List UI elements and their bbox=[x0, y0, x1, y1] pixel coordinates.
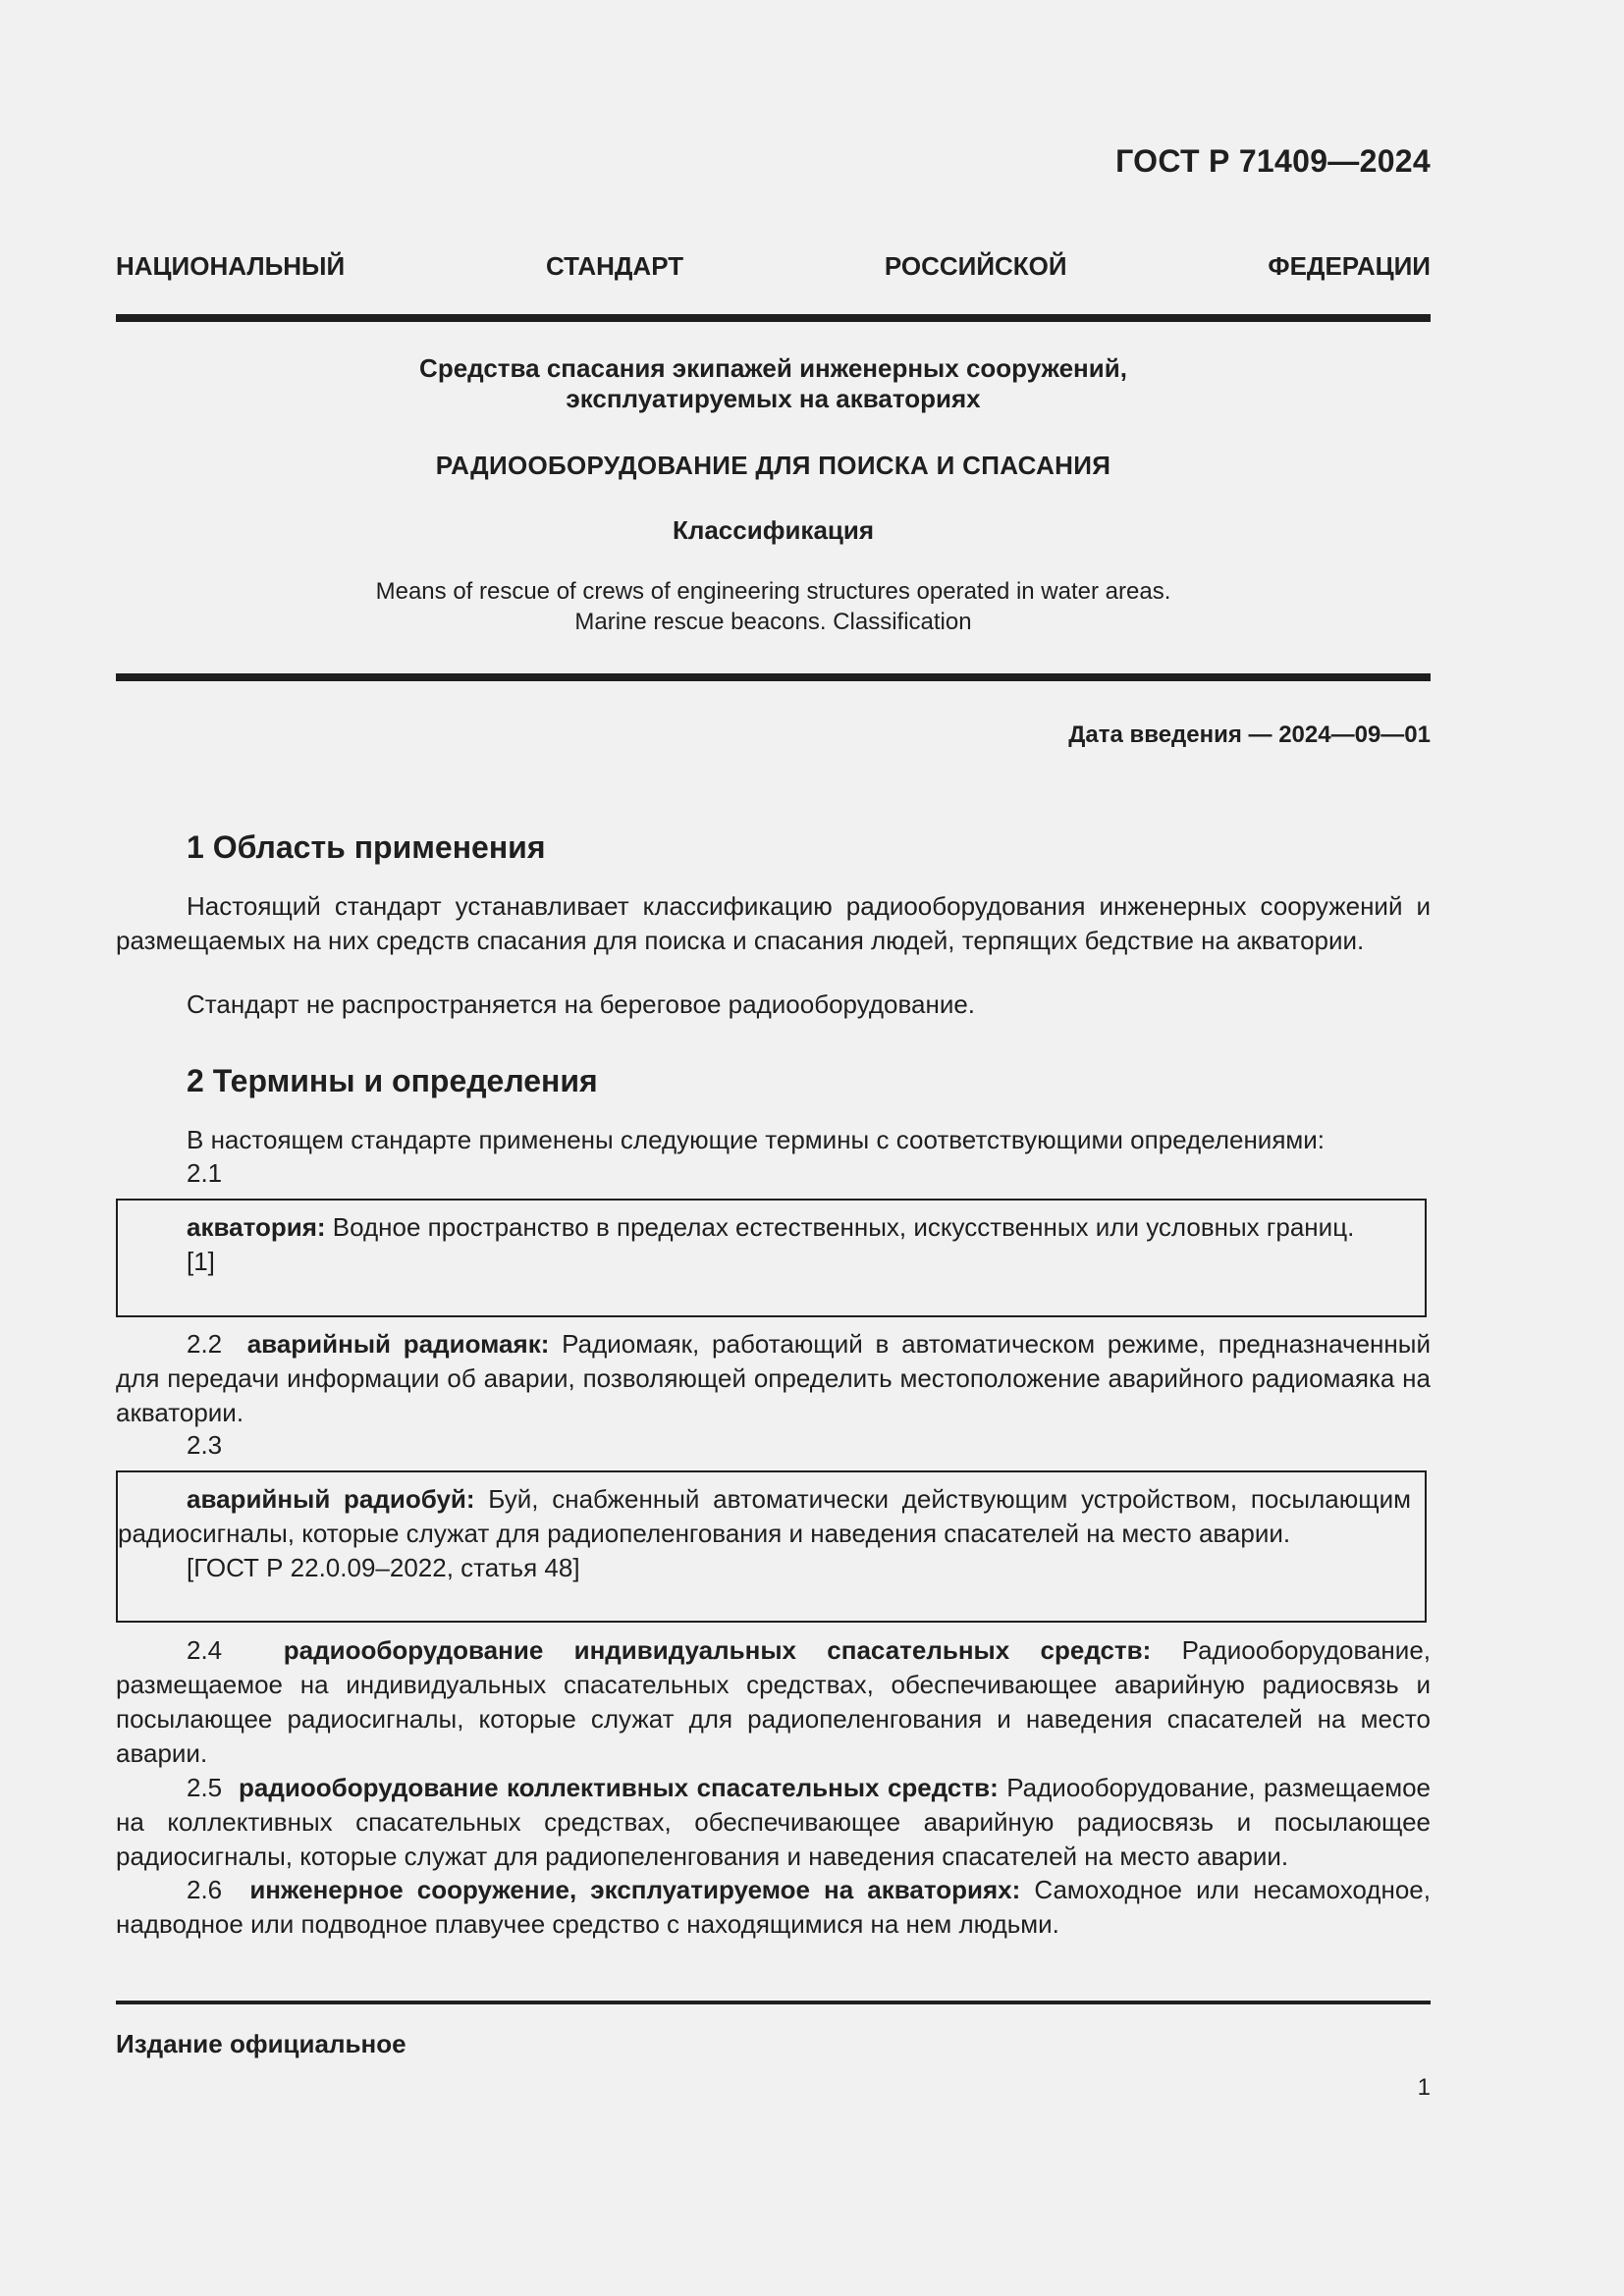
header-rule bbox=[116, 314, 1431, 322]
term-2-1-number: 2.1 bbox=[187, 1158, 223, 1188]
term-2-6-number: 2.6 bbox=[187, 1875, 223, 1904]
term-2-1-box bbox=[116, 1199, 1427, 1317]
section-1-paragraph-1: Настоящий стандарт устанавливает классификацию радиооборудования инженерных сооружений и размещаемых на них средств спасания для поиска и спасания людей, терпящих бедствие на акватории. bbox=[116, 891, 1431, 955]
term-2-1-definition: акватория: Водное пространство в пределах естественных, искусственных или условных границ. bbox=[187, 1212, 1355, 1242]
term-2-6: 2.6 инженерное сооружение, эксплуатируемое на акваториях: Самоходное или несамоходное, надводное или подводное плавучее средство с находящимися на нем людьми. bbox=[116, 1875, 1431, 1939]
section-2-heading: 2 Термины и определения bbox=[187, 1063, 598, 1098]
term-2-3-number: 2.3 bbox=[187, 1430, 223, 1460]
term-2-1-source: [1] bbox=[187, 1247, 215, 1276]
main-title: РАДИООБОРУДОВАНИЕ ДЛЯ ПОИСКА И СПАСАНИЯ bbox=[435, 451, 1111, 480]
term-2-5-term: радиооборудование коллективных спасательных средств: bbox=[239, 1773, 999, 1802]
document-id: ГОСТ Р 71409—2024 bbox=[1115, 143, 1431, 179]
subtitle: Классификация bbox=[672, 515, 875, 545]
term-2-3-source: [ГОСТ Р 22.0.09–2022, статья 48] bbox=[187, 1553, 580, 1582]
section-2-intro: В настоящем стандарте применены следующие термины с соответствующими определениями: bbox=[187, 1125, 1326, 1154]
footer-rule bbox=[116, 2001, 1431, 2004]
term-2-5-number: 2.5 bbox=[187, 1773, 223, 1802]
term-2-5: 2.5 радиооборудование коллективных спасательных средств: Радиооборудование, размещаемое на коллективных спасательных средствах, обеспечивающее аварийную радиосвязь и посылающее радиосигналы, которые служат для радиопеленгования и наведения спасателей на место аварии. bbox=[116, 1773, 1432, 1871]
title-block bbox=[116, 353, 1431, 414]
term-2-1-term: акватория: bbox=[187, 1212, 326, 1242]
section-1-paragraph-2: Стандарт не распространяется на береговое радиооборудование. bbox=[187, 989, 976, 1019]
national-standard-banner: НАЦИОНАЛЬНЫЙ СТАНДАРТ РОССИЙСКОЙ ФЕДЕРАЦИИ bbox=[116, 251, 1431, 281]
term-2-2-term: аварийный радиомаяк: bbox=[246, 1329, 550, 1359]
introduction-date: Дата введения — 2024—09—01 bbox=[1068, 721, 1431, 748]
title-line-2: эксплуатируемых на акваториях bbox=[566, 384, 981, 413]
title-line-1: Средства спасания экипажей инженерных сооружений, bbox=[419, 353, 1127, 383]
english-title-line-1: Means of rescue of crews of engineering structures operated in water areas. bbox=[375, 578, 1171, 605]
term-2-2: 2.2 аварийный радиомаяк: Радиомаяк, работающий в автоматическом режиме, предназначенный для передачи информации об аварии, позволяющей определить местоположение аварийного радиомаяка на акватории. bbox=[116, 1329, 1431, 1427]
section-1-heading: 1 Область применения bbox=[187, 829, 546, 865]
term-2-3-term: аварийный радиобуй: bbox=[187, 1484, 475, 1514]
document-page bbox=[116, 0, 1431, 2296]
term-2-4: 2.4 радиооборудование индивидуальных спасательных средств: Радиооборудование, размещаемое на индивидуальных спасательных средствах, обеспечивающее аварийную радиосвязь и посылающее радиосигналы, которые служат для радиопеленгования и наведения спасателей на место аварии. bbox=[116, 1635, 1431, 1768]
term-2-4-number: 2.4 bbox=[187, 1635, 223, 1665]
term-2-2-number: 2.2 bbox=[187, 1329, 223, 1359]
term-2-6-term: инженерное сооружение, эксплуатируемое на акваториях: bbox=[249, 1875, 1021, 1904]
term-2-3-definition: аварийный радиобуй: Буй, снабженный автоматически действующим устройством, посылающим радиосигналы, которые служат для радиопеленгования и наведения спасателей на место аварии. bbox=[118, 1484, 1411, 1548]
page-number: 1 bbox=[1417, 2074, 1431, 2101]
term-2-4-term: радиооборудование индивидуальных спасательных средств: bbox=[283, 1635, 1152, 1665]
english-title bbox=[116, 576, 1431, 637]
official-edition-label: Издание официальное bbox=[116, 2029, 406, 2058]
english-title-line-2: Marine rescue beacons. Classification bbox=[574, 609, 972, 635]
title-rule bbox=[116, 673, 1431, 681]
term-2-3-box bbox=[116, 1470, 1427, 1623]
